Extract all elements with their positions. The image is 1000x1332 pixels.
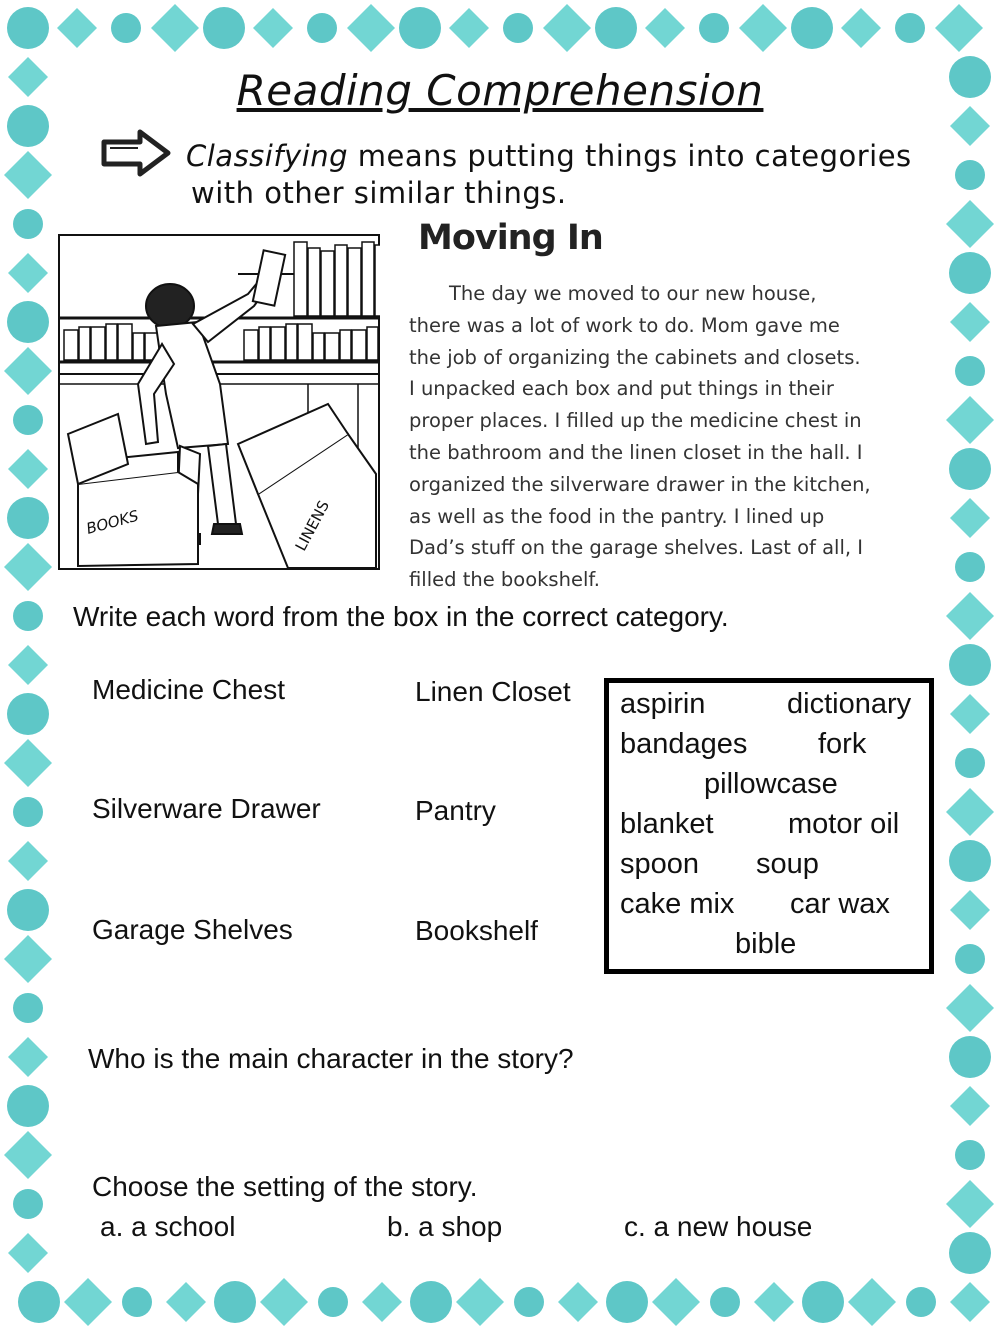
story-line: I unpacked each box and put things in their <box>409 377 834 401</box>
story-line: the bathroom and the linen closet in the hall. I <box>409 440 863 464</box>
question-setting: Choose the setting of the story. <box>92 1171 478 1202</box>
border-ornament <box>8 253 48 293</box>
border-ornament <box>13 797 43 827</box>
border-ornament <box>13 993 43 1023</box>
story-line: as well as the food in the pantry. I lined up <box>409 504 825 528</box>
shelf-book <box>286 324 297 360</box>
shelf-book <box>294 242 307 316</box>
border-ornament <box>950 1282 990 1322</box>
border-ornament <box>214 1281 256 1323</box>
border-ornament <box>122 1287 152 1317</box>
story-line: filled the bookshelf. <box>409 568 601 592</box>
border-ornament <box>307 13 337 43</box>
category-bookshelf: Bookshelf <box>415 915 538 946</box>
border-ornament <box>503 13 533 43</box>
border-ornament <box>18 1281 60 1323</box>
border-ornament <box>347 4 395 52</box>
border-ornament <box>410 1281 452 1323</box>
shelf-book <box>348 248 361 316</box>
word-aspirin[interactable]: aspirin <box>620 688 706 720</box>
border-ornament <box>645 8 685 48</box>
category-linen-closet: Linen Closet <box>415 676 571 707</box>
border-ornament <box>456 1278 504 1326</box>
boy-shelving-books-illustration <box>58 234 380 570</box>
border-ornament <box>8 645 48 685</box>
instruction: Write each word from the box in the correct category. <box>73 601 729 632</box>
border-ornament <box>949 1232 991 1274</box>
border-ornament <box>946 396 994 444</box>
border-ornament <box>949 1036 991 1078</box>
border-ornament <box>950 302 990 342</box>
word-motor-oil[interactable]: motor oil <box>788 808 900 840</box>
border-ornament <box>4 347 52 395</box>
border-ornament <box>895 13 925 43</box>
border-ornament <box>946 592 994 640</box>
border-ornament <box>8 449 48 489</box>
definition-term: Classifying <box>186 139 349 173</box>
border-ornament <box>699 13 729 43</box>
border-ornament <box>7 497 49 539</box>
border-ornament <box>318 1287 348 1317</box>
border-ornament <box>13 1189 43 1219</box>
border-ornament <box>4 739 52 787</box>
border-ornament <box>57 8 97 48</box>
border-ornament <box>8 841 48 881</box>
border-ornament <box>7 889 49 931</box>
story-line: proper places. I filled up the medicine chest in <box>409 409 862 433</box>
border-ornament <box>949 448 991 490</box>
border-ornament <box>4 151 52 199</box>
border-ornament <box>906 1287 936 1317</box>
border-ornament <box>514 1287 544 1317</box>
border-ornament <box>950 498 990 538</box>
shelf-book <box>106 324 117 360</box>
border-ornament <box>13 601 43 631</box>
shelf-book <box>362 242 374 316</box>
word-dictionary[interactable]: dictionary <box>787 688 912 720</box>
border-ornament <box>802 1281 844 1323</box>
border-ornament <box>260 1278 308 1326</box>
category-medicine-chest: Medicine Chest <box>92 674 285 705</box>
shelf-book <box>244 330 258 360</box>
shelf-book <box>259 327 270 360</box>
border-ornament <box>841 8 881 48</box>
story-title: Moving In <box>418 218 603 258</box>
border-ornament <box>595 7 637 49</box>
border-ornament <box>4 1131 52 1179</box>
category-garage-shelves: Garage Shelves <box>92 914 293 945</box>
border-ornament <box>7 1085 49 1127</box>
shelf-book <box>308 248 320 316</box>
word-bandages[interactable]: bandages <box>620 728 748 760</box>
definition-text-1: means putting things into categories <box>348 139 912 173</box>
word-car-wax[interactable]: car wax <box>790 888 890 920</box>
shelf-book <box>340 330 351 360</box>
story-line: there was a lot of work to do. Mom gave me <box>409 313 840 337</box>
word-fork[interactable]: fork <box>818 728 867 760</box>
border-ornament <box>253 8 293 48</box>
story-line: the job of organizing the cabinets and closets. <box>409 345 861 369</box>
border-ornament <box>955 748 985 778</box>
shelf-book <box>313 333 324 360</box>
border-ornament <box>543 4 591 52</box>
border-ornament <box>955 944 985 974</box>
border-ornament <box>955 356 985 386</box>
border-ornament <box>64 1278 112 1326</box>
shelf-book <box>271 327 285 360</box>
border-ornament <box>13 209 43 239</box>
border-ornament <box>362 1282 402 1322</box>
border-ornament <box>111 13 141 43</box>
shelf-book <box>64 330 78 360</box>
border-ornament <box>558 1282 598 1322</box>
option-b[interactable]: b. a shop <box>387 1211 503 1242</box>
border-ornament <box>946 1180 994 1228</box>
border-ornament <box>203 7 245 49</box>
books-label: BOOKS <box>84 506 141 538</box>
page-title: Reading Comprehension <box>236 66 764 115</box>
border-ornament <box>710 1287 740 1317</box>
word-bible[interactable]: bible <box>735 928 797 960</box>
linens-label: LINENS <box>291 497 333 554</box>
shelf-book <box>321 251 334 316</box>
border-ornament <box>950 694 990 734</box>
category-silverware-drawer: Silverware Drawer <box>92 793 321 824</box>
border-ornament <box>7 301 49 343</box>
shelf-book <box>91 327 105 360</box>
border-ornament <box>950 1086 990 1126</box>
word-pillowcase[interactable]: pillowcase <box>704 768 838 800</box>
border-ornament <box>848 1278 896 1326</box>
border-ornament <box>955 1140 985 1170</box>
shelf-book <box>298 324 312 360</box>
shelf-book <box>335 245 347 316</box>
shelf-book <box>352 330 366 360</box>
story-line: organized the silverware drawer in the kitchen, <box>409 472 871 496</box>
border-ornament <box>399 7 441 49</box>
shelf-book <box>133 333 144 360</box>
definition-text-2: with other similar things. <box>191 176 567 210</box>
border-ornament <box>652 1278 700 1326</box>
question-main-character: Who is the main character in the story? <box>88 1043 574 1074</box>
border-ornament <box>7 7 49 49</box>
pointing-arrow-icon <box>100 128 172 178</box>
border-ornament <box>946 788 994 836</box>
border-ornament <box>739 4 787 52</box>
border-ornament <box>8 1233 48 1273</box>
story-line: The day we moved to our new house, <box>449 282 817 305</box>
shelf-book <box>375 245 380 316</box>
border-ornament <box>606 1281 648 1323</box>
category-pantry: Pantry <box>415 795 496 826</box>
border-ornament <box>946 984 994 1032</box>
border-ornament <box>7 693 49 735</box>
shelf-book <box>367 327 378 360</box>
border-ornament <box>955 552 985 582</box>
border-ornament <box>949 644 991 686</box>
border-ornament <box>935 4 983 52</box>
option-c[interactable]: c. a new house <box>624 1211 813 1242</box>
border-ornament <box>791 7 833 49</box>
word-blanket[interactable]: blanket <box>620 808 714 840</box>
border-ornament <box>151 4 199 52</box>
border-ornament <box>4 543 52 591</box>
shelf-book <box>325 333 339 360</box>
story-text <box>409 278 929 596</box>
definition <box>186 138 912 212</box>
shelf-book <box>79 327 90 360</box>
border-ornament <box>950 890 990 930</box>
border-ornament <box>166 1282 206 1322</box>
story-line: Dad’s stuff on the garage shelves. Last of all, I <box>409 536 864 560</box>
word-soup[interactable]: soup <box>756 848 819 880</box>
border-ornament <box>955 160 985 190</box>
border-ornament <box>949 252 991 294</box>
shelf-book <box>118 324 132 360</box>
border-ornament <box>946 200 994 248</box>
border-ornament <box>949 840 991 882</box>
border-ornament <box>8 1037 48 1077</box>
border-ornament <box>449 8 489 48</box>
border-ornament <box>13 405 43 435</box>
word-cake-mix[interactable]: cake mix <box>620 888 735 920</box>
word-spoon[interactable]: spoon <box>620 848 700 880</box>
border-ornament <box>4 935 52 983</box>
option-a[interactable]: a. a school <box>100 1211 236 1242</box>
border-ornament <box>754 1282 794 1322</box>
